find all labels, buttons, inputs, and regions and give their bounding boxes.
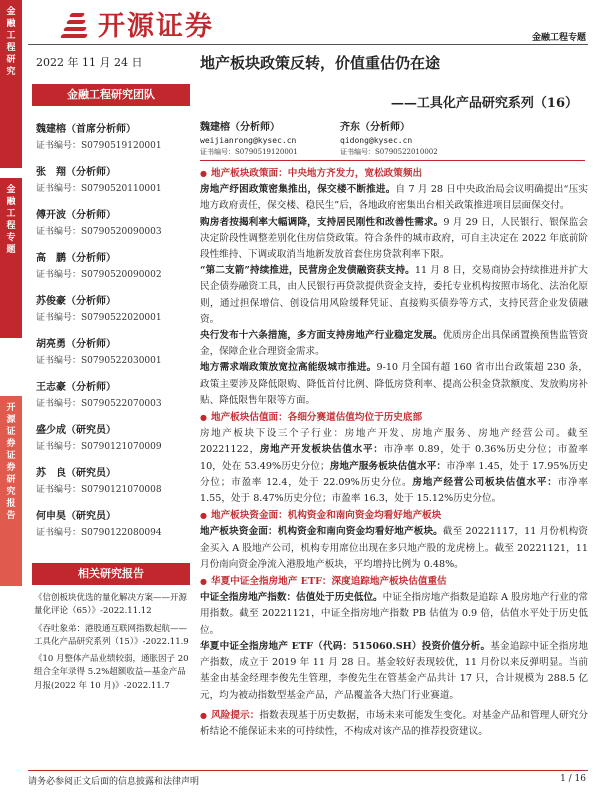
risk-text: 指数表现基于历史数据，市场未来可能发生变化。对基金产品和管理人研究分析结论不能保证未来的可持续性，不构成对该产品的推荐投资建议。 — [200, 709, 589, 737]
paragraph-lead: “第二支箭”持续推进，民营房企发债融资获支持。 — [200, 265, 415, 277]
paragraph — [200, 590, 588, 639]
paragraph-lead: 房地产纾困政策密集推出，保交楼不断推进。 — [200, 184, 396, 196]
analyst-name: 王志豪（分析师） — [36, 382, 116, 393]
section-heading: ● 华夏中证全指房地产 ETF：深度追踪地产板块估值重估 — [200, 573, 588, 590]
paragraph — [200, 328, 588, 360]
analyst-item — [36, 292, 188, 335]
related-report-date: -2022.11.9 — [142, 636, 189, 647]
valuation-value: 市净率 1.45，处于 17.95%历史分位；市盈率 12.4，处于 22.09%历史分位。 — [200, 460, 589, 488]
paragraph-text: 9 月 29 日，人民银行、银保监会决定阶段性调整差别化住房信贷政策。符合条件的城市政府，可自主决定在 2022 年底前阶段性维持、下调或取消当地新发放首套住房贷款利率下限。 — [200, 216, 589, 261]
analyst-item — [36, 335, 188, 378]
analyst-name: 胡亮勇（分析师） — [36, 339, 116, 350]
valuation-label: 房地产经营公司板块估值水平： — [412, 476, 558, 488]
author-block — [200, 118, 585, 162]
paragraph — [200, 639, 588, 704]
analyst-name: 张 翔（分析师） — [36, 167, 116, 178]
analyst-name: 魏建榕（首席分析师） — [36, 124, 136, 135]
team-heading: 金融工程研究团队 — [32, 84, 190, 106]
side-strip-char: 证 — [6, 427, 16, 437]
side-strip-char: 题 — [6, 245, 16, 255]
risk-lead: ● 风险提示： — [200, 710, 259, 721]
valuation-value: 市净率 0.89，处于 0.36%历史分位；市盈率 10，处在 53.49%历史分位； — [200, 444, 588, 472]
side-strip-char: 金 — [6, 7, 16, 17]
side-strip-segment-report — [0, 396, 22, 586]
author-name: 齐东（分析师） — [340, 122, 410, 133]
analyst-item — [36, 421, 188, 464]
author-item — [340, 118, 438, 157]
side-strip-char: 告 — [6, 511, 16, 521]
analyst-item — [36, 249, 188, 292]
analyst-name: 高 鹏（分析师） — [36, 253, 116, 264]
side-strip-char: 源 — [6, 415, 16, 425]
side-strip-char: 研 — [6, 475, 16, 485]
related-report-title: 《10 月整体产品业绩较弱，通胀因子 20 组合全年录得 5.2%超额收益—基金产品月报(2022 年 10 月)》 — [34, 654, 189, 691]
analyst-item — [36, 120, 188, 163]
side-strip-segment-topic — [0, 178, 22, 338]
report-date: 2022 年 11 月 24 日 — [36, 56, 143, 69]
valuation-label: 房地产服务板块估值水平： — [329, 460, 447, 472]
valuation-value: 市净率 1.55，处于 8.47%历史分位；市盈率 16.3，处于 15.12%历史分位。 — [200, 476, 589, 505]
side-strip-char: 证 — [6, 451, 16, 461]
analyst-cert: 证书编号：S0790519120001 — [36, 141, 162, 151]
section-heading: ● 地产板块估值面：各细分赛道估值均位于历史底部 — [200, 409, 588, 426]
valuation-label: 房地产开发板块估值水平： — [259, 444, 384, 456]
side-strip-char: 券 — [6, 439, 16, 449]
analyst-cert: 证书编号：S0790522030001 — [36, 356, 162, 366]
page-title: 地产板块政策反转，价值重估仍在途 — [200, 54, 441, 72]
related-reports-list — [34, 592, 192, 697]
author-name: 魏建榕（分析师） — [200, 122, 280, 133]
side-strip-char: 融 — [6, 197, 16, 207]
analyst-cert: 证书编号：S0790520090003 — [36, 227, 162, 237]
paragraph-lead: 中证全指房地产指数：估值处于历史低位。 — [200, 592, 383, 604]
analyst-name: 傅开波（分析师） — [36, 210, 116, 221]
related-report-title: 《信创板块优选的量化解决方案——开源量化评论（65）》 — [34, 593, 188, 617]
paragraph-text: 中证全指房地产指数是追踪 A 股房地产行业的常用指数。截至 20221121，中证全指房地产指数 PB 估值为 0.9 倍，估值水平处于历史低位。 — [200, 592, 589, 636]
analyst-list — [36, 120, 188, 550]
related-report-link[interactable] — [34, 653, 192, 693]
paragraph — [200, 426, 588, 507]
footer-disclaimer: 请务必参阅正文后面的信息披露和法律声明 — [28, 777, 200, 787]
related-report-date: -2022.11.12 — [100, 606, 152, 617]
side-strip-char: 程 — [6, 221, 16, 231]
author-email[interactable]: qidong@kysec.cn — [340, 136, 413, 145]
author-cert: 证书编号：S0790522010002 — [340, 148, 438, 156]
analyst-cert: 证书编号：S0790122080094 — [36, 528, 162, 538]
analyst-item — [36, 464, 188, 507]
side-strip — [0, 0, 22, 800]
paragraph-text: 优质房企出具保函置换预售监管资金，保障企业合理资金需求。 — [200, 330, 589, 358]
side-strip-char: 工 — [6, 31, 16, 41]
author-item — [200, 118, 298, 157]
analyst-item — [36, 378, 188, 421]
section-heading: ● 地产板块资金面：机构资金和南向资金均看好地产板块 — [200, 507, 588, 524]
series-tag: 金融工程专题 — [531, 33, 586, 43]
side-strip-char: 开 — [6, 403, 16, 413]
paragraph — [200, 215, 588, 264]
side-strip-char: 专 — [6, 233, 16, 243]
logo-text: 开源证券 — [98, 11, 214, 42]
paragraph — [200, 263, 588, 328]
paragraph — [200, 524, 588, 573]
paragraph — [200, 360, 588, 409]
analyst-cert: 证书编号：S0790121070008 — [36, 485, 162, 495]
side-strip-char: 融 — [6, 19, 16, 29]
author-cert: 证书编号：S0790519120001 — [200, 148, 298, 156]
paragraph-text: 截至 20221117，11 月份机构资金买入 A 股地产公司，机构专用席位出现在多只地产股的龙虎榜上。截至 20221121，11 月份南向资金净流入港股地产板块，平均增持比例为 0.48%。 — [200, 526, 588, 570]
side-strip-char: 工 — [6, 209, 16, 219]
paragraph-text: 基金追踪中证全指房地产指数，成立于 2019 年 11 月 28 日。基金较好表现较优，11 月份以来反弹明显。当前基金由基金经理李俊先生管理，李俊先生在管基金产品共计 17 只，合计规模为 288.5 亿元，均为被动指数型基金产品，产品覆盖各大热门行业赛道。 — [200, 640, 589, 701]
footer-divider — [28, 770, 588, 771]
analyst-cert: 证书编号：S0790522020001 — [36, 313, 162, 323]
analyst-cert: 证书编号：S0790520090002 — [36, 270, 162, 280]
analyst-cert: 证书编号：S0790522070003 — [36, 399, 162, 409]
paragraph-text: 自 7 月 28 日中央政治局会议明确提出“压实地方政府责任，保交楼、稳民生”后，各地政府密集出台相关政策推进项目层面保交付。 — [200, 184, 589, 212]
author-divider — [200, 160, 585, 161]
page-number: 1 / 16 — [560, 774, 586, 784]
paragraph-lead: 购房者按揭利率大幅调降，支持居民刚性和改善性需求。 — [200, 216, 444, 228]
side-strip-char: 金 — [6, 185, 16, 195]
section-heading: ● 地产板块政策面：中央地方齐发力，宽松政策频出 — [200, 165, 588, 182]
top-header — [0, 0, 600, 44]
related-report-link[interactable] — [34, 623, 192, 650]
page-subtitle: ——工具化产品研究系列（16） — [390, 96, 578, 111]
paragraph — [200, 182, 588, 214]
paragraph-lead: 华夏中证全指房地产 ETF（代码：515060.SH）投资价值分析。 — [200, 640, 491, 652]
related-report-title: 《吞吐象弟：港股通互联网指数起航——工具化产品研究系列（15）》 — [34, 623, 188, 647]
analyst-cert: 证书编号：S0790121070009 — [36, 442, 162, 452]
analyst-name: 苏俊豪（分析师） — [36, 296, 116, 307]
header-divider — [28, 44, 588, 45]
logo-mark-icon — [62, 10, 96, 38]
company-logo — [62, 4, 214, 43]
report-body — [200, 165, 588, 740]
side-strip-segment-research — [0, 0, 22, 168]
side-strip-char: 报 — [6, 499, 16, 509]
side-strip-char: 究 — [6, 487, 16, 497]
analyst-name: 何申昊（研究员） — [36, 511, 116, 522]
paragraph-text: 房地产板块下设三个子行业：房地产开发、房地产服务、房地产经营公司。截至 20221122， — [200, 428, 588, 456]
analyst-name: 苏 良（研究员） — [36, 468, 116, 479]
paragraph-lead: 地产板块资金面：机构资金和南向资金均看好地产板块。 — [200, 526, 443, 538]
paragraph-lead: 地方需求端政策放宽拉高能级城市推进。 — [200, 362, 377, 374]
related-report-date: -2022.11.7 — [123, 680, 170, 691]
related-report-link[interactable] — [34, 592, 192, 619]
analyst-item — [36, 507, 188, 550]
side-strip-char: 程 — [6, 43, 16, 53]
paragraph-text: 9-10 月全国有超 160 省市出台政策超 230 条，政策主要涉及降低限购、降低首付比例、降低房贷利率、提高公积金贷款额度、发放购房补贴、降低限售年限等方面。 — [200, 362, 588, 406]
risk-paragraph — [200, 707, 588, 740]
author-email[interactable]: weijianrong@kysec.cn — [200, 136, 297, 145]
analyst-cert: 证书编号：S0790520110001 — [36, 184, 162, 194]
analyst-item — [36, 206, 188, 249]
analyst-name: 盛少成（研究员） — [36, 425, 116, 436]
related-reports-heading: 相关研究报告 — [32, 563, 190, 585]
paragraph-text: 11 月 8 日，交易商协会持续推进并扩大民企债券融资工具，由人民银行再贷款提供资金支持，委托专业机构按照市场化、法治化原则，通过担保增信、创设信用风险缓释凭证、直接购买债券等方式，支持民营企业发债融资。 — [200, 265, 588, 325]
side-strip-char: 券 — [6, 463, 16, 473]
paragraph-lead: 央行发布十六条措施，多方面支持房地产行业稳定发展。 — [200, 330, 443, 342]
side-strip-char: 研 — [6, 55, 16, 65]
side-strip-char: 究 — [6, 67, 16, 77]
analyst-item — [36, 163, 188, 206]
